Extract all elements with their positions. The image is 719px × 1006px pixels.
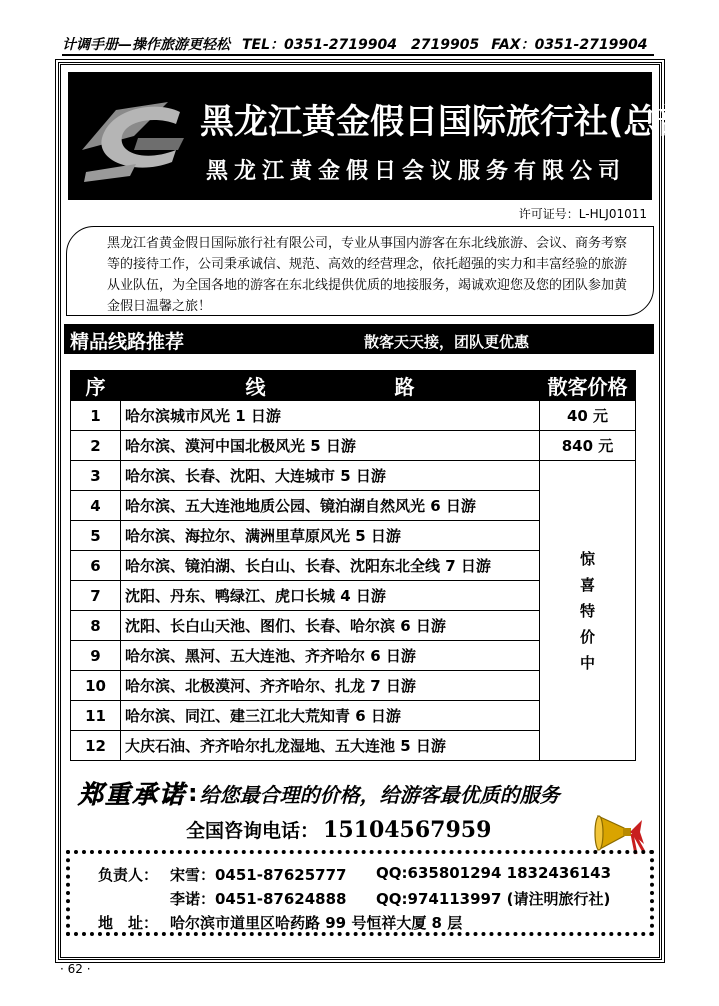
contact-box	[66, 850, 654, 936]
header-route-b: 路	[394, 375, 415, 399]
special-char: 喜	[579, 575, 595, 594]
row-route: 哈尔滨、长春、沈阳、大连城市 5 日游	[121, 461, 540, 491]
row-num: 9	[71, 641, 121, 671]
promise-colon: :	[188, 779, 198, 807]
row-route: 哈尔滨、黑河、五大连池、齐齐哈尔 6 日游	[121, 641, 540, 671]
row-route: 大庆石油、齐齐哈尔扎龙湿地、五大连池 5 日游	[121, 731, 540, 761]
top-bar-slogan: 计调手册—操作旅游更轻松	[62, 37, 230, 53]
row-route: 哈尔滨城市风光 1 日游	[121, 401, 540, 431]
routes-table	[70, 370, 636, 761]
qq1: QQ:635801294 1832436143	[376, 864, 612, 882]
row-num: 3	[71, 461, 121, 491]
top-bar	[62, 32, 654, 54]
row-num: 7	[71, 581, 121, 611]
row-route: 沈阳、长白山天池、图们、长春、哈尔滨 6 日游	[121, 611, 540, 641]
table-row	[71, 461, 636, 491]
row-num: 6	[71, 551, 121, 581]
header-price: 散客价格	[540, 371, 636, 401]
special-char: 价	[579, 627, 595, 646]
row-num: 5	[71, 521, 121, 551]
promise-line	[78, 776, 658, 810]
license-number: 许可证号：L-HLJ01011	[518, 207, 647, 221]
row-num: 10	[71, 671, 121, 701]
row-route: 沈阳、丹东、鸭绿江、虎口长城 4 日游	[121, 581, 540, 611]
promise-text: 给您最合理的价格，给游客最优质的服务	[199, 782, 560, 807]
qq2: QQ:974113997 (请注明旅行社)	[376, 890, 611, 908]
manager1: 宋雪：0451-87625777	[170, 866, 347, 884]
hotline-number: 15104567959	[323, 817, 492, 843]
company-subtitle: 黑龙江黄金假日会议服务有限公司	[206, 159, 627, 184]
special-char: 特	[579, 601, 595, 620]
table-row	[71, 401, 636, 431]
special-char: 中	[579, 653, 595, 672]
row-num: 4	[71, 491, 121, 521]
intro-box	[66, 226, 654, 316]
special-price-cell	[540, 461, 636, 761]
manager-label: 负责人：	[98, 866, 159, 884]
row-price: 40 元	[540, 401, 636, 431]
promise-label: 郑重承诺	[78, 780, 187, 809]
top-bar-tel: TEL：0351-2719904 2719905	[242, 37, 480, 53]
manager2: 李诺：0451-87624888	[170, 890, 347, 908]
header-num: 序	[71, 371, 121, 401]
hotline-label: 全国咨询电话：	[186, 820, 320, 842]
top-bar-fax: FAX：0351-2719904	[491, 37, 648, 53]
page-number: · 62 ·	[60, 962, 91, 976]
address-label: 地 址：	[98, 914, 159, 932]
horn-icon	[594, 806, 646, 856]
company-logo-icon	[76, 92, 192, 184]
row-num: 8	[71, 611, 121, 641]
row-route: 哈尔滨、同江、建三江北大荒知青 6 日游	[121, 701, 540, 731]
table-header-row	[71, 371, 636, 401]
row-num: 12	[71, 731, 121, 761]
hotline	[186, 816, 491, 843]
top-bar-divider	[62, 54, 654, 56]
company-title: 黑龙江黄金假日国际旅行社(总部)	[200, 102, 708, 142]
row-num: 2	[71, 431, 121, 461]
recommend-title: 精品线路推荐	[70, 331, 185, 353]
row-num: 11	[71, 701, 121, 731]
special-char: 惊	[579, 549, 595, 568]
recommend-subtitle: 散客天天接，团队更优惠	[364, 333, 530, 351]
table-row	[71, 431, 636, 461]
row-price: 840 元	[540, 431, 636, 461]
header-route-a: 线	[245, 375, 266, 399]
row-route: 哈尔滨、海拉尔、满洲里草原风光 5 日游	[121, 521, 540, 551]
header-route	[121, 371, 540, 401]
intro-text: 黑龙江省黄金假日国际旅行社有限公司，专业从事国内游客在东北线旅游、会议、商务考察等的接待工作，公司秉承诚信、规范、高效的经营理念，依托超强的实力和丰富经验的旅游从业队伍，为全国各地的游客在东北线提供优质的地接服务，竭诚欢迎您及您的团队参加黄金假日温馨之旅！	[107, 236, 628, 314]
address: 哈尔滨市道里区哈药路 99 号恒祥大厦 8 层	[170, 914, 463, 932]
row-num: 1	[71, 401, 121, 431]
row-route: 哈尔滨、漠河中国北极风光 5 日游	[121, 431, 540, 461]
row-route: 哈尔滨、镜泊湖、长白山、长春、沈阳东北全线 7 日游	[121, 551, 540, 581]
row-route: 哈尔滨、北极漠河、齐齐哈尔、扎龙 7 日游	[121, 671, 540, 701]
row-route: 哈尔滨、五大连池地质公园、镜泊湖自然风光 6 日游	[121, 491, 540, 521]
